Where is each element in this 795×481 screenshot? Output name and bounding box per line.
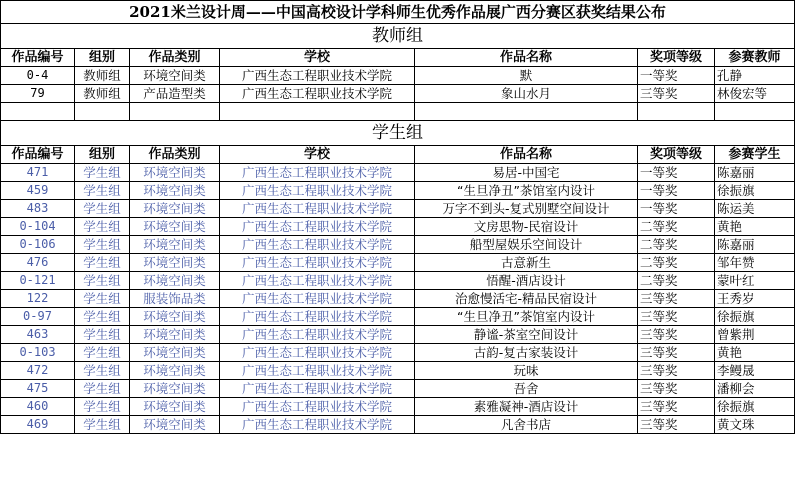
cell-work-id: 79 [1, 85, 75, 103]
cell-award-level: 三等奖 [638, 85, 715, 103]
table-row [1, 67, 795, 85]
table-row [1, 362, 795, 380]
cell-work-id: 460 [1, 398, 75, 416]
student-rows [1, 164, 795, 434]
cell-work-id: 0-106 [1, 236, 75, 254]
cell-school: 广西生态工程职业技术学院 [220, 200, 415, 218]
cell-group: 学生组 [75, 254, 130, 272]
cell-work-name: 象山水月 [415, 85, 638, 103]
cell-school: 广西生态工程职业技术学院 [220, 326, 415, 344]
cell-group: 学生组 [75, 326, 130, 344]
cell-award-level: 一等奖 [638, 67, 715, 85]
table-row [1, 236, 795, 254]
cell-group: 学生组 [75, 272, 130, 290]
cell-award-level: 三等奖 [638, 344, 715, 362]
page-title: 2021米兰设计周——中国高校设计学科师生优秀作品展广西分赛区获奖结果公布 [1, 1, 795, 24]
cell-work-name: “生旦净丑”茶馆室内设计 [415, 182, 638, 200]
column-header-award-level: 奖项等级 [638, 146, 715, 164]
cell-participant: 陈嘉丽 [715, 164, 795, 182]
column-header-school: 学校 [220, 146, 415, 164]
column-header-school: 学校 [220, 49, 415, 67]
cell-work-id: 459 [1, 182, 75, 200]
cell-school: 广西生态工程职业技术学院 [220, 218, 415, 236]
cell-participant: 邹年赞 [715, 254, 795, 272]
cell-work-id: 0-121 [1, 272, 75, 290]
cell-work-id: 472 [1, 362, 75, 380]
table-row [1, 398, 795, 416]
cell-group: 学生组 [75, 182, 130, 200]
column-header-category: 作品类别 [130, 49, 220, 67]
cell-group: 教师组 [75, 85, 130, 103]
cell-group: 学生组 [75, 344, 130, 362]
cell-category: 产品造型类 [130, 85, 220, 103]
table-row [1, 344, 795, 362]
column-header-group: 组别 [75, 49, 130, 67]
cell-group: 学生组 [75, 218, 130, 236]
cell-group: 学生组 [75, 362, 130, 380]
cell-work-name: 古意新生 [415, 254, 638, 272]
cell-category: 服装饰品类 [130, 290, 220, 308]
cell-participant: 陈运美 [715, 200, 795, 218]
table-row [1, 272, 795, 290]
cell-school: 广西生态工程职业技术学院 [220, 362, 415, 380]
cell-group: 教师组 [75, 67, 130, 85]
cell-participant: 徐振旗 [715, 308, 795, 326]
cell-school: 广西生态工程职业技术学院 [220, 290, 415, 308]
cell-group: 学生组 [75, 416, 130, 434]
table-row [1, 326, 795, 344]
cell-category: 环境空间类 [130, 164, 220, 182]
cell-work-id: 122 [1, 290, 75, 308]
cell-award-level: 三等奖 [638, 362, 715, 380]
cell-work-name: 万字不到头-复式别墅空间设计 [415, 200, 638, 218]
cell-participant: 黄文珠 [715, 416, 795, 434]
column-header-award-level: 奖项等级 [638, 49, 715, 67]
cell-work-name: 凡舍书店 [415, 416, 638, 434]
spacer-row [1, 103, 795, 121]
cell-category: 环境空间类 [130, 416, 220, 434]
cell-award-level: 一等奖 [638, 164, 715, 182]
cell-participant: 林俊宏等 [715, 85, 795, 103]
cell-group: 学生组 [75, 308, 130, 326]
cell-group: 学生组 [75, 398, 130, 416]
cell-award-level: 一等奖 [638, 200, 715, 218]
cell-participant: 蒙叶红 [715, 272, 795, 290]
cell-work-name: 玩味 [415, 362, 638, 380]
cell-group: 学生组 [75, 236, 130, 254]
cell-school: 广西生态工程职业技术学院 [220, 380, 415, 398]
cell-category: 环境空间类 [130, 380, 220, 398]
cell-work-id: 476 [1, 254, 75, 272]
cell-school: 广西生态工程职业技术学院 [220, 416, 415, 434]
cell-participant: 黄艳 [715, 344, 795, 362]
column-header-work-id: 作品编号 [1, 146, 75, 164]
teacher-header-row [1, 49, 795, 67]
cell-award-level: 一等奖 [638, 182, 715, 200]
column-header-category: 作品类别 [130, 146, 220, 164]
cell-school: 广西生态工程职业技术学院 [220, 344, 415, 362]
cell-school: 广西生态工程职业技术学院 [220, 164, 415, 182]
column-header-participant: 参赛学生 [715, 146, 795, 164]
cell-category: 环境空间类 [130, 308, 220, 326]
cell-work-name: 古韵-复古家装设计 [415, 344, 638, 362]
student-header-row [1, 146, 795, 164]
cell-school: 广西生态工程职业技术学院 [220, 254, 415, 272]
table-row [1, 380, 795, 398]
table-row [1, 218, 795, 236]
table-row [1, 416, 795, 434]
column-header-work-id: 作品编号 [1, 49, 75, 67]
cell-work-id: 483 [1, 200, 75, 218]
cell-work-name: 治愈慢活宅-精品民宿设计 [415, 290, 638, 308]
cell-category: 环境空间类 [130, 200, 220, 218]
cell-work-id: 463 [1, 326, 75, 344]
cell-school: 广西生态工程职业技术学院 [220, 308, 415, 326]
column-header-group: 组别 [75, 146, 130, 164]
table-row [1, 164, 795, 182]
cell-award-level: 三等奖 [638, 380, 715, 398]
cell-participant: 王秀岁 [715, 290, 795, 308]
cell-group: 学生组 [75, 164, 130, 182]
cell-category: 环境空间类 [130, 362, 220, 380]
cell-category: 环境空间类 [130, 398, 220, 416]
cell-category: 环境空间类 [130, 344, 220, 362]
cell-work-name: 悟醒-酒店设计 [415, 272, 638, 290]
cell-award-level: 三等奖 [638, 326, 715, 344]
cell-category: 环境空间类 [130, 254, 220, 272]
cell-work-name: 静谧-茶室空间设计 [415, 326, 638, 344]
column-header-work-name: 作品名称 [415, 49, 638, 67]
table-row [1, 200, 795, 218]
cell-award-level: 三等奖 [638, 398, 715, 416]
cell-participant: 徐振旗 [715, 398, 795, 416]
cell-work-name: “生旦净丑”茶馆室内设计 [415, 308, 638, 326]
cell-school: 广西生态工程职业技术学院 [220, 85, 415, 103]
cell-work-id: 0-103 [1, 344, 75, 362]
cell-work-name: 素雅凝神-酒店设计 [415, 398, 638, 416]
teacher-section-heading: 教师组 [1, 24, 795, 49]
cell-school: 广西生态工程职业技术学院 [220, 398, 415, 416]
cell-work-name: 文房思物-民宿设计 [415, 218, 638, 236]
table-row [1, 308, 795, 326]
cell-category: 环境空间类 [130, 182, 220, 200]
teacher-rows [1, 67, 795, 103]
column-header-participant: 参赛教师 [715, 49, 795, 67]
cell-work-name: 船型屋娱乐空间设计 [415, 236, 638, 254]
cell-school: 广西生态工程职业技术学院 [220, 236, 415, 254]
table-row [1, 290, 795, 308]
cell-work-name: 易居-中国宅 [415, 164, 638, 182]
cell-group: 学生组 [75, 380, 130, 398]
table-row [1, 85, 795, 103]
table-row [1, 182, 795, 200]
cell-school: 广西生态工程职业技术学院 [220, 182, 415, 200]
cell-participant: 徐振旗 [715, 182, 795, 200]
cell-work-id: 475 [1, 380, 75, 398]
cell-work-id: 471 [1, 164, 75, 182]
cell-award-level: 三等奖 [638, 416, 715, 434]
cell-participant: 陈嘉丽 [715, 236, 795, 254]
cell-participant: 黄艳 [715, 218, 795, 236]
student-section-heading: 学生组 [1, 121, 795, 146]
cell-participant: 李鳗晟 [715, 362, 795, 380]
cell-school: 广西生态工程职业技术学院 [220, 67, 415, 85]
cell-category: 环境空间类 [130, 236, 220, 254]
cell-award-level: 三等奖 [638, 308, 715, 326]
cell-category: 环境空间类 [130, 272, 220, 290]
cell-category: 环境空间类 [130, 67, 220, 85]
cell-award-level: 二等奖 [638, 254, 715, 272]
cell-award-level: 三等奖 [638, 290, 715, 308]
cell-award-level: 二等奖 [638, 218, 715, 236]
cell-work-name: 默 [415, 67, 638, 85]
cell-participant: 潘柳会 [715, 380, 795, 398]
cell-award-level: 二等奖 [638, 272, 715, 290]
table-row [1, 254, 795, 272]
cell-category: 环境空间类 [130, 218, 220, 236]
cell-group: 学生组 [75, 290, 130, 308]
column-header-work-name: 作品名称 [415, 146, 638, 164]
cell-award-level: 二等奖 [638, 236, 715, 254]
cell-work-name: 吾舍 [415, 380, 638, 398]
cell-category: 环境空间类 [130, 326, 220, 344]
cell-participant: 曾紫荆 [715, 326, 795, 344]
cell-work-id: 0-104 [1, 218, 75, 236]
cell-group: 学生组 [75, 200, 130, 218]
cell-work-id: 0-4 [1, 67, 75, 85]
cell-work-id: 469 [1, 416, 75, 434]
cell-participant: 孔静 [715, 67, 795, 85]
cell-work-id: 0-97 [1, 308, 75, 326]
cell-school: 广西生态工程职业技术学院 [220, 272, 415, 290]
